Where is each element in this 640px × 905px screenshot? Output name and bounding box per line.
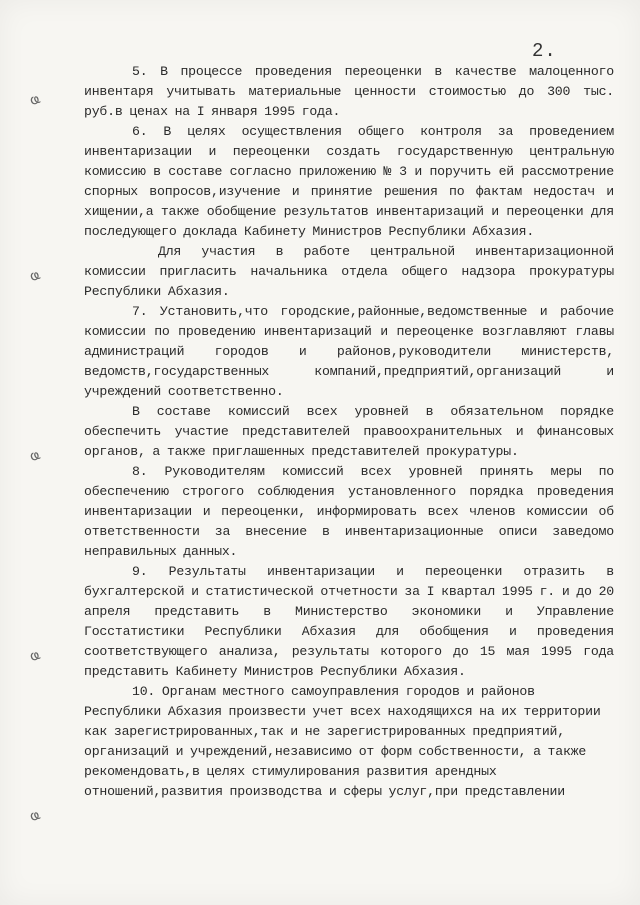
paragraph-item-6-addendum: Для участия в работе центральной инвентаризационной комиссии пригласить начальника отдела общего надзора прокуратуры Республики Абхазия. [84,244,614,299]
paragraph-item-6: 6. В целях осуществления общего контроля за проведением инвентаризации и переоценки создать государственную центральную комиссию в составе согласно приложению № 3 и поручить ей рассмотрение спорных вопросов,изучение и принятие решения по фактам недостач и хищении,а также обобщение результатов инвентаризаций и переоценки для последующего доклада Кабинету Министров Республики Абхазия. [84,124,614,239]
margin-mark: ҩ [27,446,43,466]
paragraph-item-5: 5. В процессе проведения переоценки в качестве малоценного инвентаря учитывать материальные ценности стоимостью до 300 тыс. руб.в ценах на I января 1995 года. [84,64,614,119]
paragraph-item-8: 8. Руководителям комиссий всех уровней принять меры по обеспечению строгого соблюдения установленного порядка проведения инвентаризации и переоценки, информировать всех членов комиссии об ответственности за внесение в инвентаризационные описи заведомо неправильных данных. [84,464,614,559]
paragraph-item-7-addendum: В составе комиссий всех уровней в обязательном порядке обеспечить участие представителей правоохранительных и финансовых органов, а также приглашенных представителей прокуратуры. [84,404,614,459]
paragraph-item-9: 9. Результаты инвентаризации и переоценки отразить в бухгалтерской и статистической отчетности за I квартал 1995 г. и до 20 апреля представить в Министерство экономики и Управление Госстатистики Республики Абхазия для обобщения и проведения соответствующего анализа, результаты которого до 15 мая 1995 года представить Кабинету Министров Республики Абхазия. [84,564,614,679]
margin-mark: ҩ [27,646,43,666]
document-body [84,62,614,802]
page-number: 2. [532,40,557,62]
margin-mark: ҩ [27,90,43,110]
paragraph-item-10: 10. Органам местного самоуправления городов и районов Республики Абхазия произвести учет всех находящихся на их территории как зарегистрированных,так и не зарегистрированных предприятий, организаций и учреждений,независимо от форм собственности, а также рекомендовать,в целях стимулирования развития арендных отношений,развития производства и сферы услуг,при представлении [84,684,601,799]
margin-mark: ҩ [27,266,43,286]
paragraph-item-7: 7. Установить,что городские,районные,ведомственные и рабочие комиссии по проведению инвентаризаций и переоценке возглавляют главы администраций городов и районов,руководители министерств, ведомств,государственных компаний,предприятий,организаций и учреждений соответственно. [84,304,614,399]
margin-mark: ҩ [27,806,43,826]
